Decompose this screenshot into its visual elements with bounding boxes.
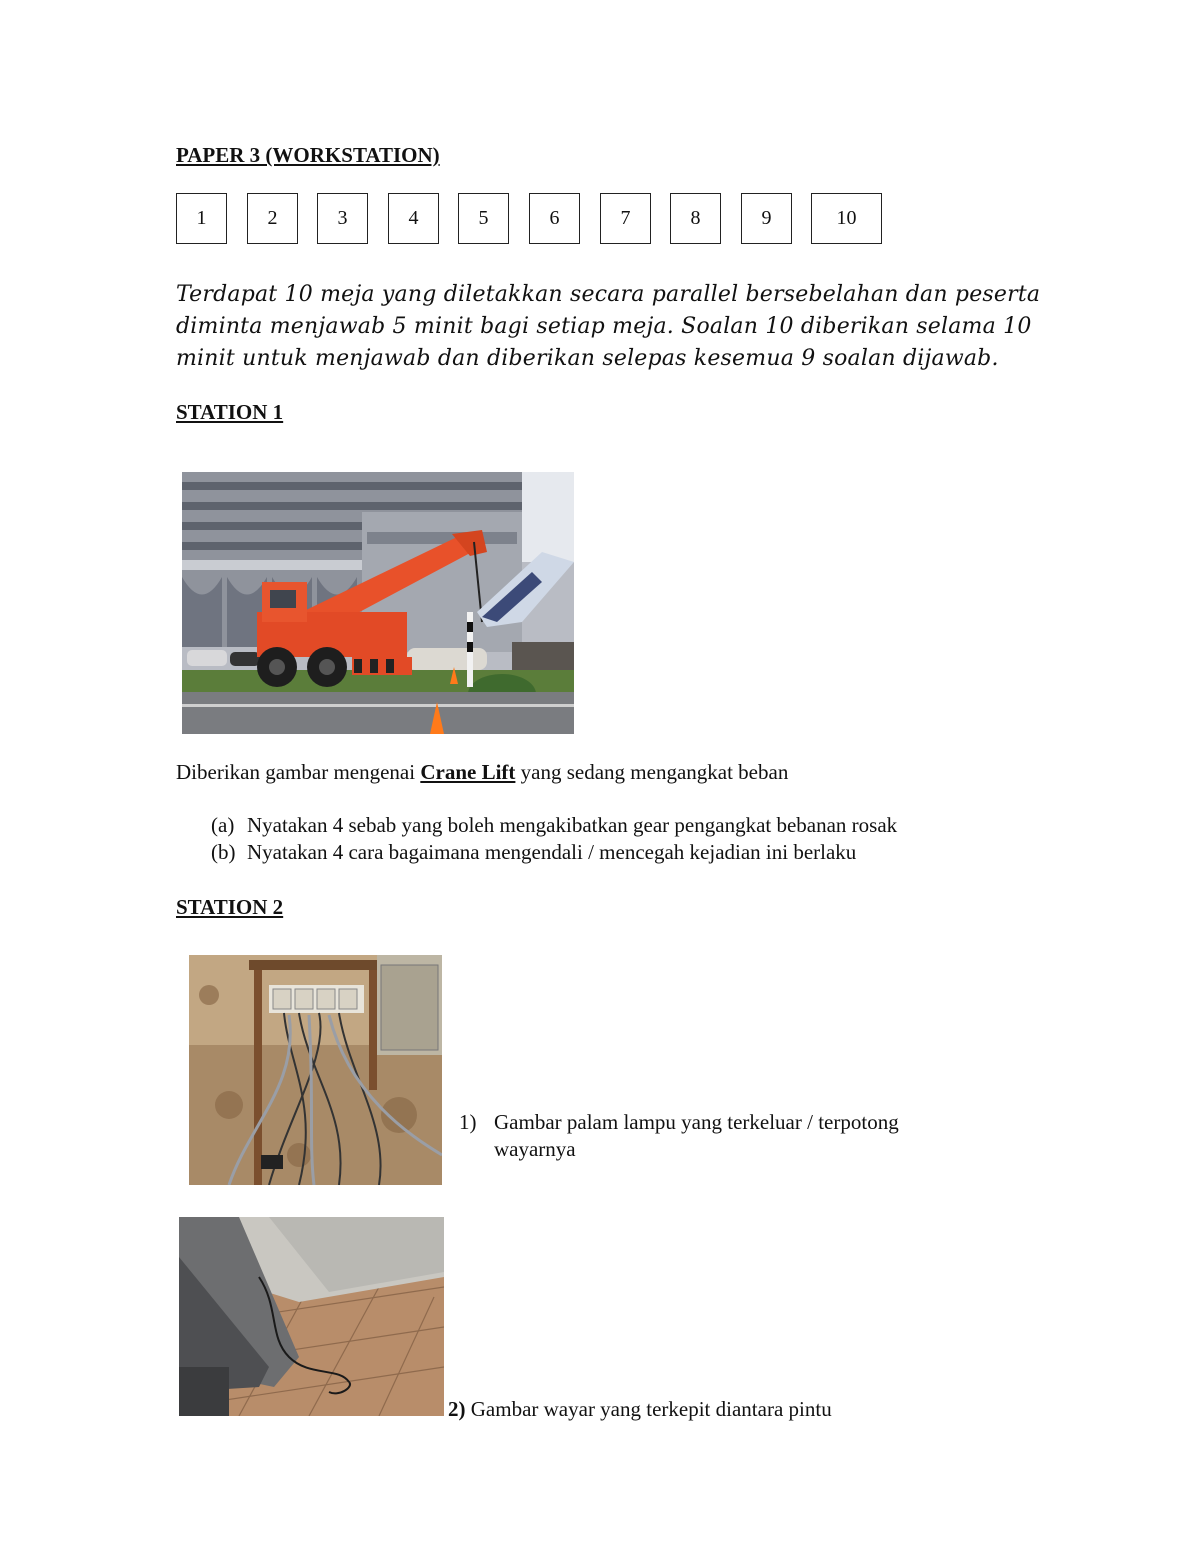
station-1-caption	[176, 760, 788, 785]
question-a	[211, 813, 898, 838]
station-2-item-1-continued: wayarnya	[494, 1137, 576, 1161]
station-2-item-1	[459, 1110, 899, 1135]
item-text: Gambar wayar yang terkepit diantara pintu	[465, 1397, 832, 1421]
station-box-4: 4	[388, 193, 439, 244]
station-box-1: 1	[176, 193, 227, 244]
station-box-3: 3	[317, 193, 368, 244]
caption-prefix: Diberikan gambar mengenai	[176, 760, 421, 784]
crane-lift-emphasis: Crane Lift	[420, 760, 516, 784]
station-box-5: 5	[458, 193, 509, 244]
exposed-wiring-photo	[189, 955, 442, 1185]
question-label: (b)	[211, 840, 236, 864]
item-text-line-1: Gambar palam lampu yang terkeluar / terpotong	[494, 1110, 899, 1134]
station-box-8: 8	[670, 193, 721, 244]
station-box-6: 6	[529, 193, 580, 244]
wire-trapped-door-photo	[179, 1217, 444, 1416]
question-b	[211, 840, 857, 865]
station-box-10: 10	[811, 193, 882, 244]
item-label: 2)	[448, 1397, 466, 1421]
station-number-boxes	[176, 193, 886, 247]
question-text: Nyatakan 4 sebab yang boleh mengakibatkan gear pengangkat bebanan rosak	[247, 813, 898, 837]
intro-paragraph: Terdapat 10 meja yang diletakkan secara parallel bersebelahan dan peserta diminta menjawab 5 minit bagi setiap meja. Soalan 10 diberikan selama 10 minit untuk menjawab dan diberikan selepas kesemua 9 soalan dijawab.	[176, 282, 1041, 371]
crane-lift-photo	[182, 472, 574, 734]
station-1-heading: STATION 1	[176, 400, 284, 424]
caption-suffix: yang sedang mengangkat beban	[515, 760, 789, 784]
station-box-2: 2	[247, 193, 298, 244]
page-title: PAPER 3 (WORKSTATION)	[176, 143, 440, 167]
station-box-7: 7	[600, 193, 651, 244]
question-text: Nyatakan 4 cara bagaimana mengendali / mencegah kejadian ini berlaku	[247, 840, 857, 864]
station-box-9: 9	[741, 193, 792, 244]
station-2-heading: STATION 2	[176, 895, 284, 919]
question-label: (a)	[211, 813, 235, 837]
station-2-item-2	[448, 1397, 832, 1422]
item-label: 1)	[459, 1110, 477, 1134]
